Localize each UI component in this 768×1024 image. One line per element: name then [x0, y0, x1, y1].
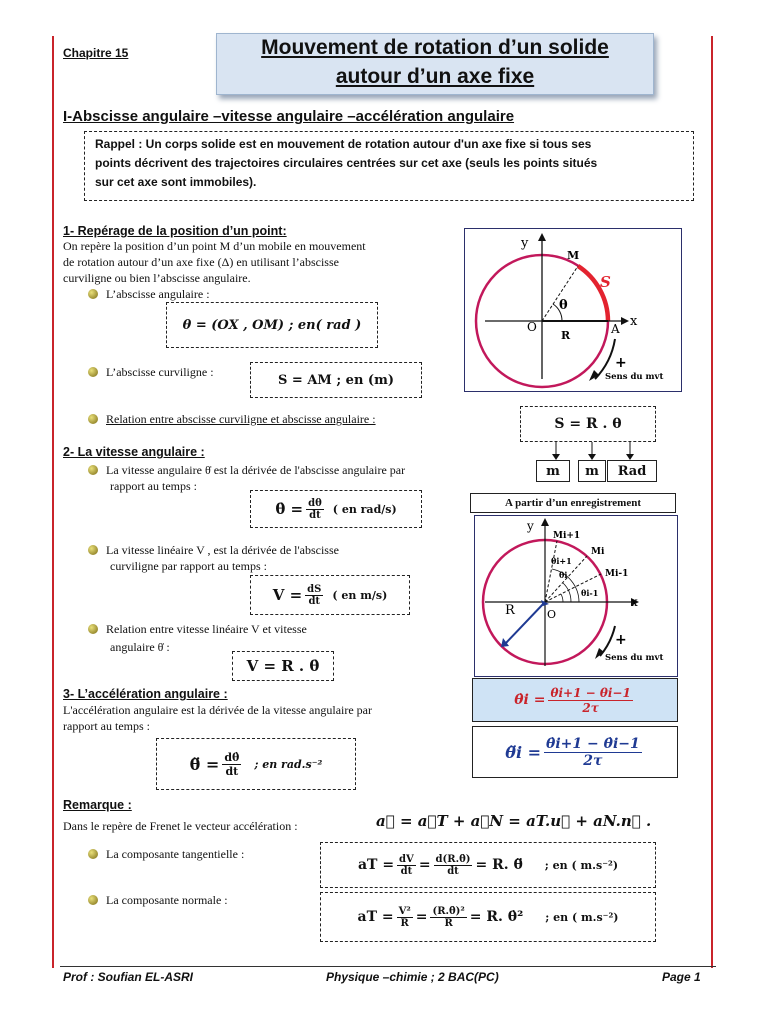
bullet-text: L’abscisse curviligne :: [106, 365, 214, 379]
axis-y-label: y: [527, 519, 534, 533]
fraction: [430, 906, 466, 929]
formula-vitesse-angulaire: [250, 490, 422, 528]
denominator: dt: [447, 865, 459, 877]
bullet-icon: [88, 895, 98, 905]
axis-y-label: y: [521, 236, 529, 251]
theta-i1-label: θi+1: [551, 556, 572, 566]
rotation-diagram-svg: [465, 229, 681, 391]
bullet-text: Relation entre abscisse curviligne et abscisse angulaire :: [106, 412, 376, 426]
text-line: L'accélération angulaire est la dérivée de la vitesse angulaire par: [63, 703, 372, 717]
bullet-curvilinear: [88, 364, 214, 380]
bullet-normal: [88, 892, 228, 908]
reperage-heading: 1- Repérage de la position d’un point:: [63, 224, 287, 238]
text-line: rapport au temps :: [110, 479, 197, 493]
recording-diagram-svg: [475, 516, 677, 676]
footer-author: Prof : Soufian EL-ASRI: [63, 970, 193, 984]
denominator: 2τ: [583, 752, 603, 769]
bullet-icon: [88, 414, 98, 424]
equals-sign: =: [418, 857, 431, 873]
bullet-icon: [88, 367, 98, 377]
acceleration-heading: 3- L’accélération angulaire :: [63, 687, 228, 701]
axis-x-label: x: [630, 314, 638, 329]
right-margin-line: [711, 36, 713, 968]
bullet-text: Relation entre vitesse linéaire V et vitesse: [106, 622, 307, 636]
remarque-heading: Remarque :: [63, 798, 132, 812]
fraction: [397, 906, 413, 929]
title-line-2: autour d’un axe fixe: [335, 65, 535, 88]
numerator: V²: [398, 905, 411, 917]
rappel-box: [84, 131, 694, 201]
denominator: R: [444, 917, 453, 929]
formula-unit: ( en m/s): [332, 588, 388, 602]
fraction: [544, 736, 642, 769]
rappel-line: Rappel : Un corps solide est en mouvement de rotation autour d'un axe fixe si tous ses: [95, 137, 592, 151]
theta-label: θ: [559, 298, 568, 313]
bullet-icon: [88, 545, 98, 555]
diagram2-caption: A partir d’un enregistrement: [470, 493, 676, 513]
numerator: dθ: [308, 497, 322, 509]
numerator: (R.θ̇)²: [432, 905, 465, 917]
unit-m: m: [536, 460, 570, 482]
bullet-icon: [88, 289, 98, 299]
formula-vitesse-lineaire: [250, 575, 410, 615]
text-line: de rotation autour d’un axe fixe (Δ) en utilisant l’abscisse: [63, 255, 339, 269]
footer-page: Page 1: [662, 970, 701, 984]
theta-i-label: θi: [559, 570, 568, 580]
bullet-text: La composante normale :: [106, 893, 228, 907]
bullet-relation: [88, 411, 376, 427]
numerator: dθ̇: [224, 750, 240, 764]
rotation-diagram: [464, 228, 682, 392]
unit-rad: Rad: [607, 460, 657, 482]
point-mi-label: Mi: [591, 547, 605, 557]
radius-label: R: [561, 329, 571, 342]
denominator: 2τ: [582, 700, 599, 715]
relation-arrows: [520, 442, 660, 460]
text-line: curviligne ou bien l’abscisse angulaire.: [63, 271, 251, 285]
formula-unit: ; en ( m.s⁻²): [544, 858, 619, 872]
formula-omega-i: [472, 678, 678, 722]
fraction: [548, 686, 632, 715]
numerator: θ̇i+1 − θ̇i−1: [546, 735, 640, 752]
rappel-line: points décrivent des trajectoires circulaires centrées sur cet axe (seuls les points situés: [95, 156, 598, 170]
bullet-tangential: [88, 846, 244, 862]
formula-lhs: θ̇ =: [275, 500, 304, 518]
denominator: dt: [400, 865, 413, 877]
text-line: On repère la position d’un point M d’un mobile en mouvement: [63, 239, 366, 253]
equals-sign: =: [415, 909, 428, 925]
plus-sign: +: [615, 632, 627, 648]
arc-s-label: S: [600, 273, 611, 291]
section-heading: I-Abscisse angulaire –vitesse angulaire –accélération angulaire: [63, 108, 515, 125]
origin-label: O: [547, 608, 557, 621]
direction-label: Sens du mvt: [605, 653, 664, 663]
point-mi1-label: Mi+1: [553, 531, 581, 541]
bullet-icon: [88, 624, 98, 634]
denominator: R: [400, 917, 409, 929]
title-banner: [216, 33, 654, 95]
bullet-text: L’abscisse angulaire :: [106, 287, 210, 301]
text-line: curviligne par rapport au temps :: [110, 559, 267, 573]
formula-lhs: θ̇i =: [514, 692, 546, 708]
formula-angular: θ = (OX , OM) ; en( rad ): [166, 302, 378, 348]
formula-unit: ; en ( m.s⁻²): [545, 910, 619, 924]
footer-subject: Physique –chimie ; 2 BAC(PC): [326, 970, 499, 984]
bullet-angular: [88, 286, 210, 302]
formula-tangential: [320, 842, 656, 888]
numerator: dV: [399, 853, 414, 865]
denominator: dt: [309, 509, 321, 521]
rappel-line: sur cet axe sont immobiles).: [95, 175, 257, 189]
formula-unit: ( en rad/s): [332, 502, 397, 516]
point-mim1-label: Mi-1: [605, 569, 629, 579]
numerator: d(R.θ̇): [435, 853, 471, 865]
formula-normal: [320, 892, 656, 942]
formula-acc-i: [472, 726, 678, 778]
denominator: dt: [308, 595, 321, 607]
recording-diagram: [474, 515, 678, 677]
fraction: [305, 584, 323, 607]
formula-result: = R. θ̇²: [469, 909, 524, 925]
bullet-text: La vitesse linéaire V , est la dérivée de l'abscisse: [106, 543, 339, 557]
vitesse-heading: 2- La vitesse angulaire :: [63, 445, 205, 459]
point-a-label: A: [611, 322, 620, 336]
formula-result: = R. θ̈: [475, 857, 523, 873]
bullet-text: La vitesse angulaire θ̇ est la dérivée de l'abscisse angulaire par: [106, 463, 406, 477]
fraction: [222, 751, 241, 778]
direction-label: Sens du mvt: [605, 372, 664, 382]
text-line: angulaire θ̇ :: [110, 640, 170, 654]
bullet-vitesse-lineaire: [88, 542, 339, 558]
theta-im1-label: θi-1: [581, 588, 599, 598]
fraction: [397, 854, 416, 877]
bullet-icon: [88, 465, 98, 475]
fraction: [434, 854, 473, 877]
left-margin-line: [52, 36, 54, 968]
formula-acceleration: [156, 738, 356, 790]
formula-relation: S = R . θ: [520, 406, 656, 442]
frenet-formula: a⃗ = a⃗T + a⃗N = aT.u⃗ + aN.n⃗ .: [376, 812, 652, 830]
chapter-label: Chapitre 15: [63, 46, 129, 60]
denominator: dt: [225, 764, 239, 778]
text-line: rapport au temps :: [63, 719, 150, 733]
plus-sign: +: [615, 355, 627, 371]
bullet-icon: [88, 849, 98, 859]
origin-label: O: [527, 320, 537, 334]
formula-lhs: θ̈ =: [189, 754, 220, 774]
radius-label: R: [505, 603, 515, 618]
fraction: [306, 498, 324, 521]
bullet-relation-vitesses: [88, 621, 307, 637]
reperage-text: [63, 238, 463, 286]
formula-v-r-omega: V = R . θ̇: [232, 651, 334, 681]
footer-rule: [60, 966, 716, 967]
axis-x-label: x: [631, 595, 638, 609]
title-line-1: Mouvement de rotation d’un solide: [261, 36, 609, 59]
formula-lhs: θ̈i =: [505, 742, 541, 762]
formula-lhs: aT =: [357, 909, 394, 925]
formula-lhs: V =: [272, 586, 303, 604]
text-line: Dans le repère de Frenet le vecteur accélération :: [63, 819, 298, 833]
point-m-label: M: [567, 249, 580, 262]
formula-curvilinear: S = AM ; en (m): [250, 362, 422, 398]
bullet-text: La composante tangentielle :: [106, 847, 245, 861]
formula-lhs: aT =: [357, 857, 395, 873]
bullet-vitesse-angulaire: [88, 462, 405, 478]
formula-unit: ; en rad.s⁻²: [254, 757, 323, 771]
numerator: θi+1 − θi−1: [550, 685, 631, 700]
unit-m: m: [578, 460, 606, 482]
numerator: dS: [307, 583, 322, 595]
